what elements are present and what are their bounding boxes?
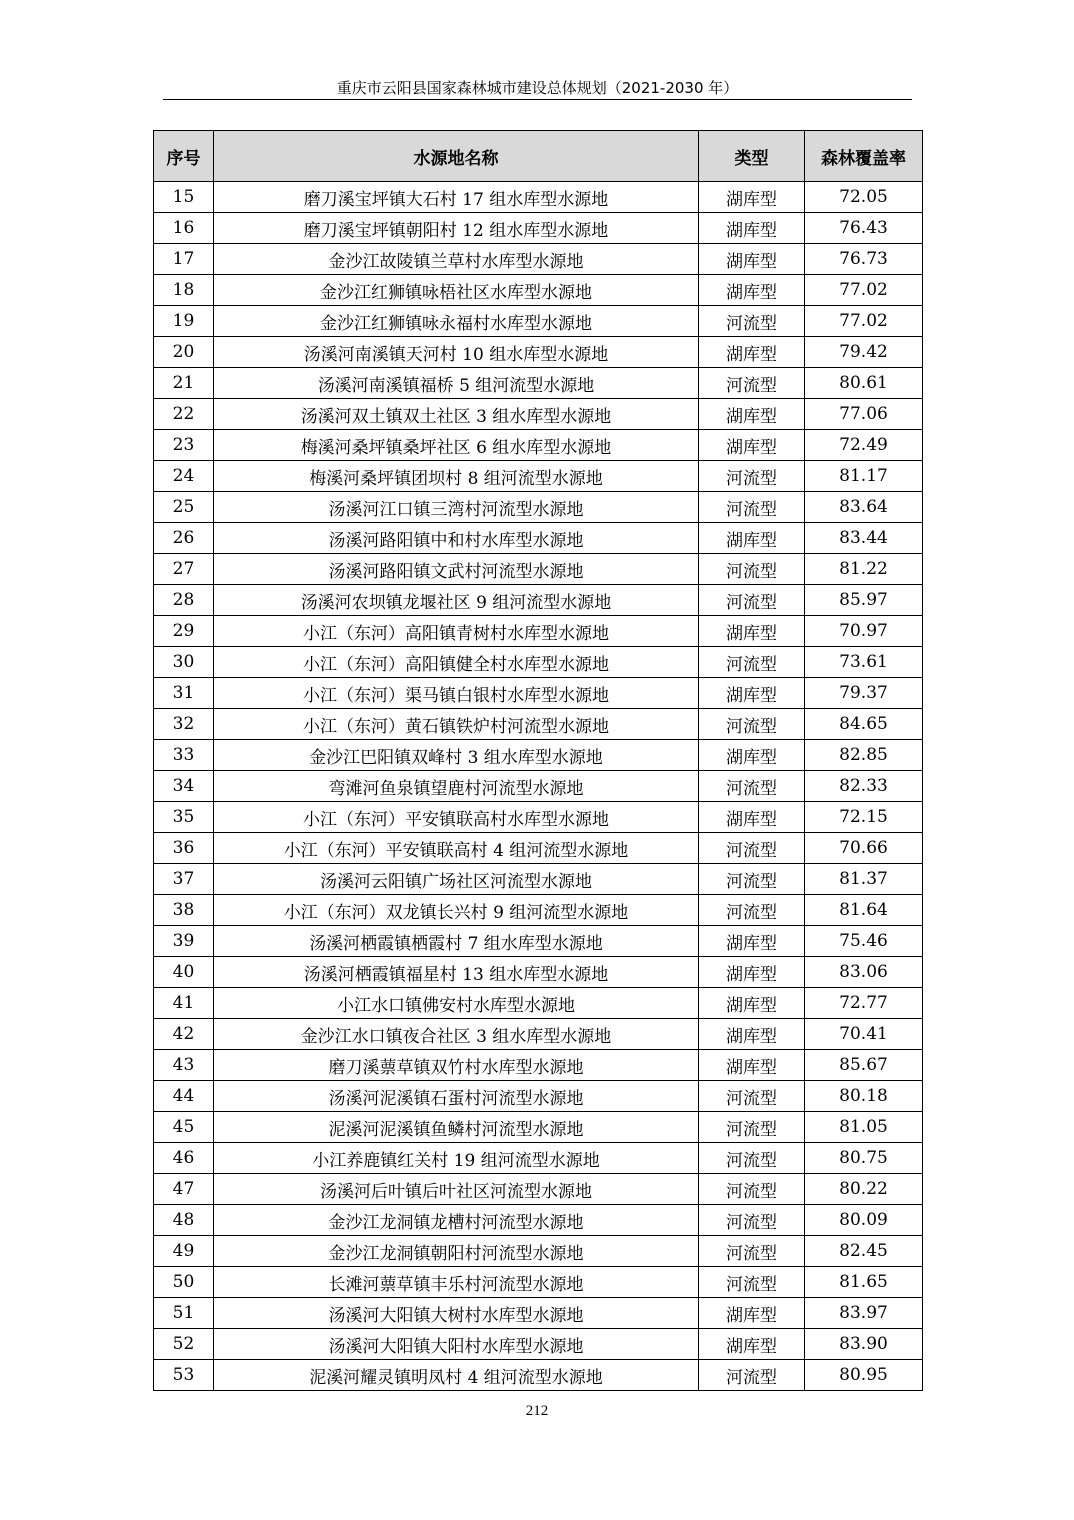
cell-coverage: 77.02 xyxy=(805,306,923,337)
cell-type: 河流型 xyxy=(699,895,805,926)
cell-coverage: 75.46 xyxy=(805,926,923,957)
cell-index: 42 xyxy=(154,1019,214,1050)
cell-type: 湖库型 xyxy=(699,182,805,213)
cell-source-name: 小江（东河）高阳镇青树村水库型水源地 xyxy=(214,616,699,647)
cell-type: 河流型 xyxy=(699,1112,805,1143)
table-row xyxy=(154,1360,923,1391)
cell-type: 河流型 xyxy=(699,368,805,399)
page-header-title: 重庆市云阳县国家森林城市建设总体规划（2021-2030 年） xyxy=(336,79,739,97)
cell-type: 河流型 xyxy=(699,771,805,802)
cell-type: 河流型 xyxy=(699,709,805,740)
cell-type: 河流型 xyxy=(699,833,805,864)
cell-index: 51 xyxy=(154,1298,214,1329)
cell-index: 18 xyxy=(154,275,214,306)
cell-index: 19 xyxy=(154,306,214,337)
cell-source-name: 小江（东河）渠马镇白银村水库型水源地 xyxy=(214,678,699,709)
cell-type: 湖库型 xyxy=(699,616,805,647)
cell-type: 湖库型 xyxy=(699,523,805,554)
cell-coverage: 82.45 xyxy=(805,1236,923,1267)
cell-index: 29 xyxy=(154,616,214,647)
cell-source-name: 小江养鹿镇红关村 19 组河流型水源地 xyxy=(214,1143,699,1174)
cell-index: 41 xyxy=(154,988,214,1019)
cell-source-name: 汤溪河农坝镇龙堰社区 9 组河流型水源地 xyxy=(214,585,699,616)
cell-index: 40 xyxy=(154,957,214,988)
cell-index: 15 xyxy=(154,182,214,213)
cell-coverage: 79.42 xyxy=(805,337,923,368)
cell-index: 27 xyxy=(154,554,214,585)
column-header-index: 序号 xyxy=(154,131,214,182)
table-row xyxy=(154,864,923,895)
table-row xyxy=(154,1019,923,1050)
cell-type: 湖库型 xyxy=(699,926,805,957)
cell-type: 河流型 xyxy=(699,585,805,616)
cell-index: 37 xyxy=(154,864,214,895)
table-row xyxy=(154,1174,923,1205)
cell-source-name: 汤溪河江口镇三湾村河流型水源地 xyxy=(214,492,699,523)
cell-coverage: 77.06 xyxy=(805,399,923,430)
cell-index: 47 xyxy=(154,1174,214,1205)
cell-coverage: 80.22 xyxy=(805,1174,923,1205)
cell-index: 45 xyxy=(154,1112,214,1143)
cell-coverage: 72.15 xyxy=(805,802,923,833)
table-row xyxy=(154,647,923,678)
cell-coverage: 84.65 xyxy=(805,709,923,740)
cell-index: 23 xyxy=(154,430,214,461)
cell-source-name: 汤溪河大阳镇大树村水库型水源地 xyxy=(214,1298,699,1329)
column-header-name: 水源地名称 xyxy=(214,131,699,182)
table-row xyxy=(154,833,923,864)
cell-coverage: 72.77 xyxy=(805,988,923,1019)
cell-type: 河流型 xyxy=(699,1143,805,1174)
table-row xyxy=(154,616,923,647)
cell-coverage: 76.43 xyxy=(805,213,923,244)
cell-source-name: 金沙江水口镇夜合社区 3 组水库型水源地 xyxy=(214,1019,699,1050)
cell-type: 湖库型 xyxy=(699,678,805,709)
cell-source-name: 汤溪河大阳镇大阳村水库型水源地 xyxy=(214,1329,699,1360)
cell-coverage: 70.41 xyxy=(805,1019,923,1050)
cell-type: 湖库型 xyxy=(699,213,805,244)
table-row xyxy=(154,988,923,1019)
table-row xyxy=(154,492,923,523)
cell-source-name: 汤溪河栖霞镇栖霞村 7 组水库型水源地 xyxy=(214,926,699,957)
table-row xyxy=(154,1236,923,1267)
cell-type: 河流型 xyxy=(699,492,805,523)
cell-index: 50 xyxy=(154,1267,214,1298)
cell-source-name: 汤溪河南溪镇天河村 10 组水库型水源地 xyxy=(214,337,699,368)
cell-type: 河流型 xyxy=(699,1360,805,1391)
table-row xyxy=(154,926,923,957)
cell-source-name: 梅溪河桑坪镇团坝村 8 组河流型水源地 xyxy=(214,461,699,492)
cell-coverage: 83.90 xyxy=(805,1329,923,1360)
cell-index: 28 xyxy=(154,585,214,616)
cell-coverage: 72.49 xyxy=(805,430,923,461)
cell-source-name: 金沙江红狮镇咏梧社区水库型水源地 xyxy=(214,275,699,306)
cell-source-name: 小江水口镇佛安村水库型水源地 xyxy=(214,988,699,1019)
cell-index: 46 xyxy=(154,1143,214,1174)
table-row xyxy=(154,1143,923,1174)
table-row xyxy=(154,740,923,771)
cell-coverage: 73.61 xyxy=(805,647,923,678)
column-header-coverage: 森林覆盖率 xyxy=(805,131,923,182)
cell-source-name: 泥溪河泥溪镇鱼鳞村河流型水源地 xyxy=(214,1112,699,1143)
table-row xyxy=(154,275,923,306)
table-row xyxy=(154,771,923,802)
cell-coverage: 81.65 xyxy=(805,1267,923,1298)
table-row xyxy=(154,709,923,740)
cell-source-name: 长滩河蔈草镇丰乐村河流型水源地 xyxy=(214,1267,699,1298)
cell-source-name: 汤溪河路阳镇文武村河流型水源地 xyxy=(214,554,699,585)
cell-source-name: 小江（东河）双龙镇长兴村 9 组河流型水源地 xyxy=(214,895,699,926)
cell-source-name: 梅溪河桑坪镇桑坪社区 6 组水库型水源地 xyxy=(214,430,699,461)
cell-index: 20 xyxy=(154,337,214,368)
cell-coverage: 81.17 xyxy=(805,461,923,492)
cell-index: 53 xyxy=(154,1360,214,1391)
cell-source-name: 汤溪河栖霞镇福星村 13 组水库型水源地 xyxy=(214,957,699,988)
table-row xyxy=(154,678,923,709)
cell-source-name: 汤溪河泥溪镇石蛋村河流型水源地 xyxy=(214,1081,699,1112)
cell-type: 河流型 xyxy=(699,1267,805,1298)
cell-coverage: 85.67 xyxy=(805,1050,923,1081)
cell-coverage: 80.95 xyxy=(805,1360,923,1391)
cell-source-name: 汤溪河南溪镇福桥 5 组河流型水源地 xyxy=(214,368,699,399)
table-row xyxy=(154,399,923,430)
cell-coverage: 83.06 xyxy=(805,957,923,988)
cell-type: 河流型 xyxy=(699,1236,805,1267)
cell-coverage: 81.22 xyxy=(805,554,923,585)
cell-index: 36 xyxy=(154,833,214,864)
cell-type: 湖库型 xyxy=(699,275,805,306)
cell-index: 43 xyxy=(154,1050,214,1081)
header-divider xyxy=(163,99,912,100)
cell-type: 湖库型 xyxy=(699,1329,805,1360)
cell-type: 湖库型 xyxy=(699,1019,805,1050)
table-row xyxy=(154,1050,923,1081)
cell-type: 湖库型 xyxy=(699,957,805,988)
table-row xyxy=(154,306,923,337)
cell-type: 河流型 xyxy=(699,1205,805,1236)
cell-coverage: 72.05 xyxy=(805,182,923,213)
table-row xyxy=(154,1081,923,1112)
cell-index: 24 xyxy=(154,461,214,492)
cell-coverage: 80.09 xyxy=(805,1205,923,1236)
cell-index: 49 xyxy=(154,1236,214,1267)
table-row xyxy=(154,1267,923,1298)
cell-source-name: 磨刀溪宝坪镇大石村 17 组水库型水源地 xyxy=(214,182,699,213)
cell-index: 52 xyxy=(154,1329,214,1360)
cell-source-name: 金沙江故陵镇兰草村水库型水源地 xyxy=(214,244,699,275)
cell-index: 22 xyxy=(154,399,214,430)
cell-coverage: 80.18 xyxy=(805,1081,923,1112)
cell-type: 河流型 xyxy=(699,306,805,337)
cell-index: 48 xyxy=(154,1205,214,1236)
cell-index: 32 xyxy=(154,709,214,740)
table-row xyxy=(154,585,923,616)
cell-index: 38 xyxy=(154,895,214,926)
table-row xyxy=(154,1298,923,1329)
cell-type: 河流型 xyxy=(699,1174,805,1205)
table-row xyxy=(154,368,923,399)
cell-source-name: 金沙江龙洞镇龙槽村河流型水源地 xyxy=(214,1205,699,1236)
cell-type: 湖库型 xyxy=(699,1050,805,1081)
cell-source-name: 金沙江龙洞镇朝阳村河流型水源地 xyxy=(214,1236,699,1267)
table-row xyxy=(154,523,923,554)
cell-index: 17 xyxy=(154,244,214,275)
cell-type: 河流型 xyxy=(699,1081,805,1112)
cell-index: 44 xyxy=(154,1081,214,1112)
cell-source-name: 弯滩河鱼泉镇望鹿村河流型水源地 xyxy=(214,771,699,802)
cell-type: 湖库型 xyxy=(699,399,805,430)
table-row xyxy=(154,957,923,988)
cell-type: 湖库型 xyxy=(699,1298,805,1329)
table-row xyxy=(154,213,923,244)
cell-index: 35 xyxy=(154,802,214,833)
cell-source-name: 磨刀溪宝坪镇朝阳村 12 组水库型水源地 xyxy=(214,213,699,244)
cell-index: 30 xyxy=(154,647,214,678)
cell-coverage: 70.66 xyxy=(805,833,923,864)
cell-coverage: 83.64 xyxy=(805,492,923,523)
cell-type: 湖库型 xyxy=(699,740,805,771)
cell-coverage: 80.61 xyxy=(805,368,923,399)
table-row xyxy=(154,895,923,926)
cell-type: 湖库型 xyxy=(699,802,805,833)
cell-coverage: 77.02 xyxy=(805,275,923,306)
cell-type: 河流型 xyxy=(699,647,805,678)
cell-source-name: 金沙江巴阳镇双峰村 3 组水库型水源地 xyxy=(214,740,699,771)
table-row xyxy=(154,244,923,275)
cell-coverage: 83.97 xyxy=(805,1298,923,1329)
table-row xyxy=(154,337,923,368)
table-row xyxy=(154,554,923,585)
cell-index: 31 xyxy=(154,678,214,709)
cell-source-name: 汤溪河双土镇双土社区 3 组水库型水源地 xyxy=(214,399,699,430)
cell-source-name: 小江（东河）平安镇联高村水库型水源地 xyxy=(214,802,699,833)
cell-coverage: 80.75 xyxy=(805,1143,923,1174)
cell-type: 河流型 xyxy=(699,554,805,585)
cell-type: 河流型 xyxy=(699,461,805,492)
cell-coverage: 76.73 xyxy=(805,244,923,275)
cell-source-name: 汤溪河云阳镇广场社区河流型水源地 xyxy=(214,864,699,895)
cell-coverage: 81.37 xyxy=(805,864,923,895)
cell-coverage: 82.85 xyxy=(805,740,923,771)
table-row xyxy=(154,461,923,492)
table-row xyxy=(154,1112,923,1143)
cell-index: 39 xyxy=(154,926,214,957)
cell-index: 16 xyxy=(154,213,214,244)
table-row xyxy=(154,430,923,461)
table-body xyxy=(154,182,923,1391)
cell-source-name: 磨刀溪蔈草镇双竹村水库型水源地 xyxy=(214,1050,699,1081)
cell-source-name: 汤溪河后叶镇后叶社区河流型水源地 xyxy=(214,1174,699,1205)
cell-coverage: 81.64 xyxy=(805,895,923,926)
cell-index: 33 xyxy=(154,740,214,771)
cell-type: 湖库型 xyxy=(699,244,805,275)
cell-source-name: 泥溪河耀灵镇明凤村 4 组河流型水源地 xyxy=(214,1360,699,1391)
cell-source-name: 小江（东河）平安镇联高村 4 组河流型水源地 xyxy=(214,833,699,864)
column-header-type: 类型 xyxy=(699,131,805,182)
cell-coverage: 79.37 xyxy=(805,678,923,709)
cell-index: 25 xyxy=(154,492,214,523)
table-row xyxy=(154,1205,923,1236)
table-row xyxy=(154,1329,923,1360)
cell-type: 湖库型 xyxy=(699,337,805,368)
cell-coverage: 81.05 xyxy=(805,1112,923,1143)
cell-source-name: 小江（东河）高阳镇健全村水库型水源地 xyxy=(214,647,699,678)
cell-type: 湖库型 xyxy=(699,988,805,1019)
cell-coverage: 83.44 xyxy=(805,523,923,554)
cell-coverage: 85.97 xyxy=(805,585,923,616)
cell-coverage: 82.33 xyxy=(805,771,923,802)
cell-index: 21 xyxy=(154,368,214,399)
cell-source-name: 小江（东河）黄石镇铁炉村河流型水源地 xyxy=(214,709,699,740)
page-number: 212 xyxy=(525,1403,549,1419)
cell-coverage: 70.97 xyxy=(805,616,923,647)
cell-index: 34 xyxy=(154,771,214,802)
cell-source-name: 汤溪河路阳镇中和村水库型水源地 xyxy=(214,523,699,554)
cell-index: 26 xyxy=(154,523,214,554)
cell-source-name: 金沙江红狮镇咏永福村水库型水源地 xyxy=(214,306,699,337)
cell-type: 河流型 xyxy=(699,864,805,895)
water-source-table xyxy=(153,130,923,1391)
table-header-row xyxy=(154,131,923,182)
cell-type: 湖库型 xyxy=(699,430,805,461)
table-row xyxy=(154,802,923,833)
table-row xyxy=(154,182,923,213)
